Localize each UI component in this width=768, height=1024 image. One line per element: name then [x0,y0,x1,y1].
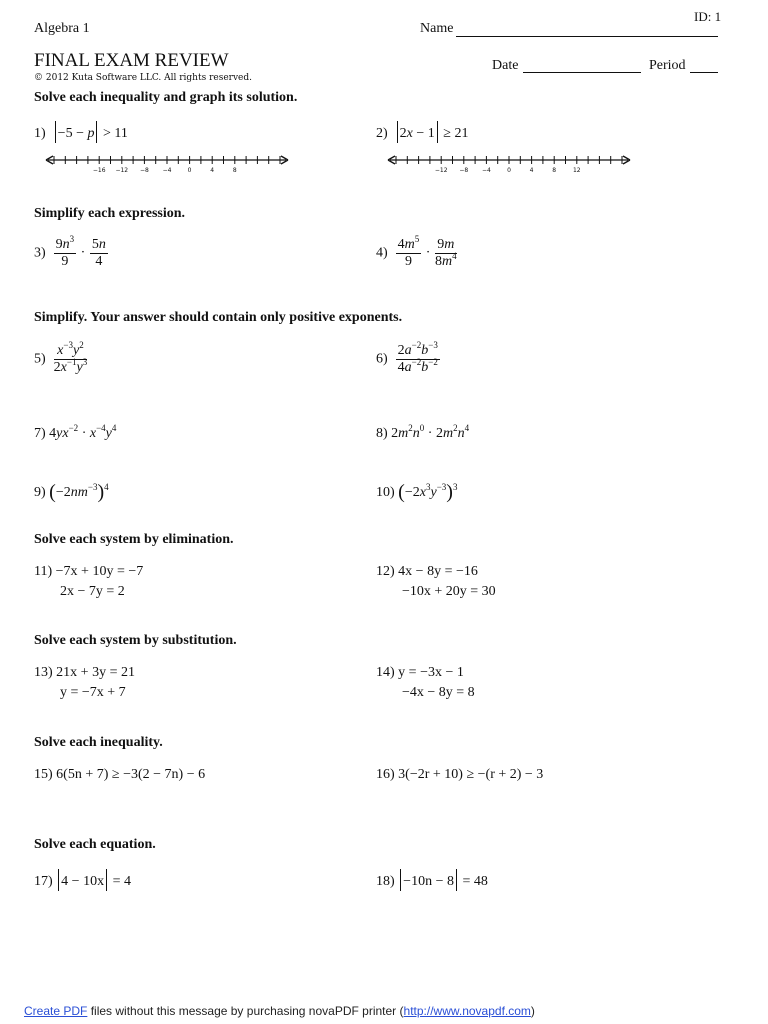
section-heading: Simplify each expression. [34,206,186,221]
page-title: FINAL EXAM REVIEW [34,50,229,71]
section-heading: Solve each inequality and graph its solution. [34,90,298,105]
problem-11-line-2: 2x − 7y = 2 [60,584,125,599]
problem-4: 4) $\frac{4m^5}{9}$ · $\frac{9m}{8m^4}$ [376,234,457,269]
problem-11: 11) −7x + 10y = −7 [34,564,144,579]
number-line-label: −8 [139,167,149,174]
problem-1: 1) −5 − p > 11 [34,121,128,143]
problem-18: 18) −10n − 8 = 48 [376,869,488,891]
course-name: Algebra 1 [34,21,90,36]
problem-16: 16) 3(−2r + 10) ≥ −(r + 2) − 3 [376,767,544,782]
number-line-1[interactable] [44,150,290,180]
number-line-label: 0 [187,167,192,174]
number-line-label: −16 [92,167,106,174]
problem-6: 6) $\frac{2a^{-2}b^{-3}}{4a^{-2}b^{-2}}$ [376,340,438,375]
number-line-label: −12 [434,167,448,174]
worksheet-id: ID: 1 [694,9,722,24]
number-line-label: 4 [529,167,534,174]
period-blank[interactable] [690,72,718,73]
problem-14-line-2: −4x − 8y = 8 [402,685,475,700]
date-label: Date [492,58,519,73]
problem-7: 7) $4yx^{-2} \cdot x^{-4}y^4$ [34,423,117,441]
problem-3: 3) $\frac{9n^3}{9}$ · $\frac{5n}{4}$ [34,234,106,269]
number-line-label: 12 [572,167,581,174]
create-pdf-link[interactable]: Create PDF [24,1004,88,1018]
copyright: © 2012 Kuta Software LLC. All rights reserved. [34,73,252,83]
period-label: Period [649,58,686,73]
problem-13-line-2: y = −7x + 7 [60,685,126,700]
problem-15: 15) 6(5n + 7) ≥ −3(2 − 7n) − 6 [34,767,206,782]
problem-12-line-2: −10x + 20y = 30 [402,584,496,599]
problem-8: 8) $2m^2n^0 \cdot 2m^2n^4$ [376,423,470,441]
problem-9: 9) $(-2nm^{-3})^4$ [34,481,109,503]
section-heading: Solve each equation. [34,837,156,852]
section-heading: Simplify. Your answer should contain only positive exponents. [34,310,403,325]
number-line-label: −4 [162,167,172,174]
problem-12: 12) 4x − 8y = −16 [376,564,478,579]
number-line-label: 8 [232,167,237,174]
problem-14: 14) y = −3x − 1 [376,665,464,680]
number-line-label: −4 [481,167,491,174]
problem-2: 2) 2x − 1 ≥ 21 [376,121,468,143]
number-line-label: 4 [210,167,215,174]
name-blank[interactable] [456,36,718,37]
section-heading: Solve each inequality. [34,735,163,750]
number-line-2[interactable] [386,150,632,180]
footer-message: Create PDF files without this message by purchasing novaPDF printer (http://www.novapdf.com) [24,1004,535,1018]
section-heading: Solve each system by elimination. [34,532,234,547]
problem-17: 17) 4 − 10x = 4 [34,869,131,891]
novapdf-link[interactable]: http://www.novapdf.com [403,1004,531,1018]
problem-10: 10) $(-2x^3y^{-3})^3$ [376,481,458,503]
number-line-label: 0 [507,167,511,174]
number-line-label: −8 [459,167,469,174]
problem-5: 5) $\frac{x^{-3}y^2}{2x^{-1}y^3}$ [34,340,88,375]
name-label: Name [420,21,454,36]
problem-13: 13) 21x + 3y = 21 [34,665,135,680]
number-line-label: −12 [115,167,129,174]
date-blank[interactable] [523,72,641,73]
number-line-label: 8 [552,167,557,174]
section-heading: Solve each system by substitution. [34,633,237,648]
